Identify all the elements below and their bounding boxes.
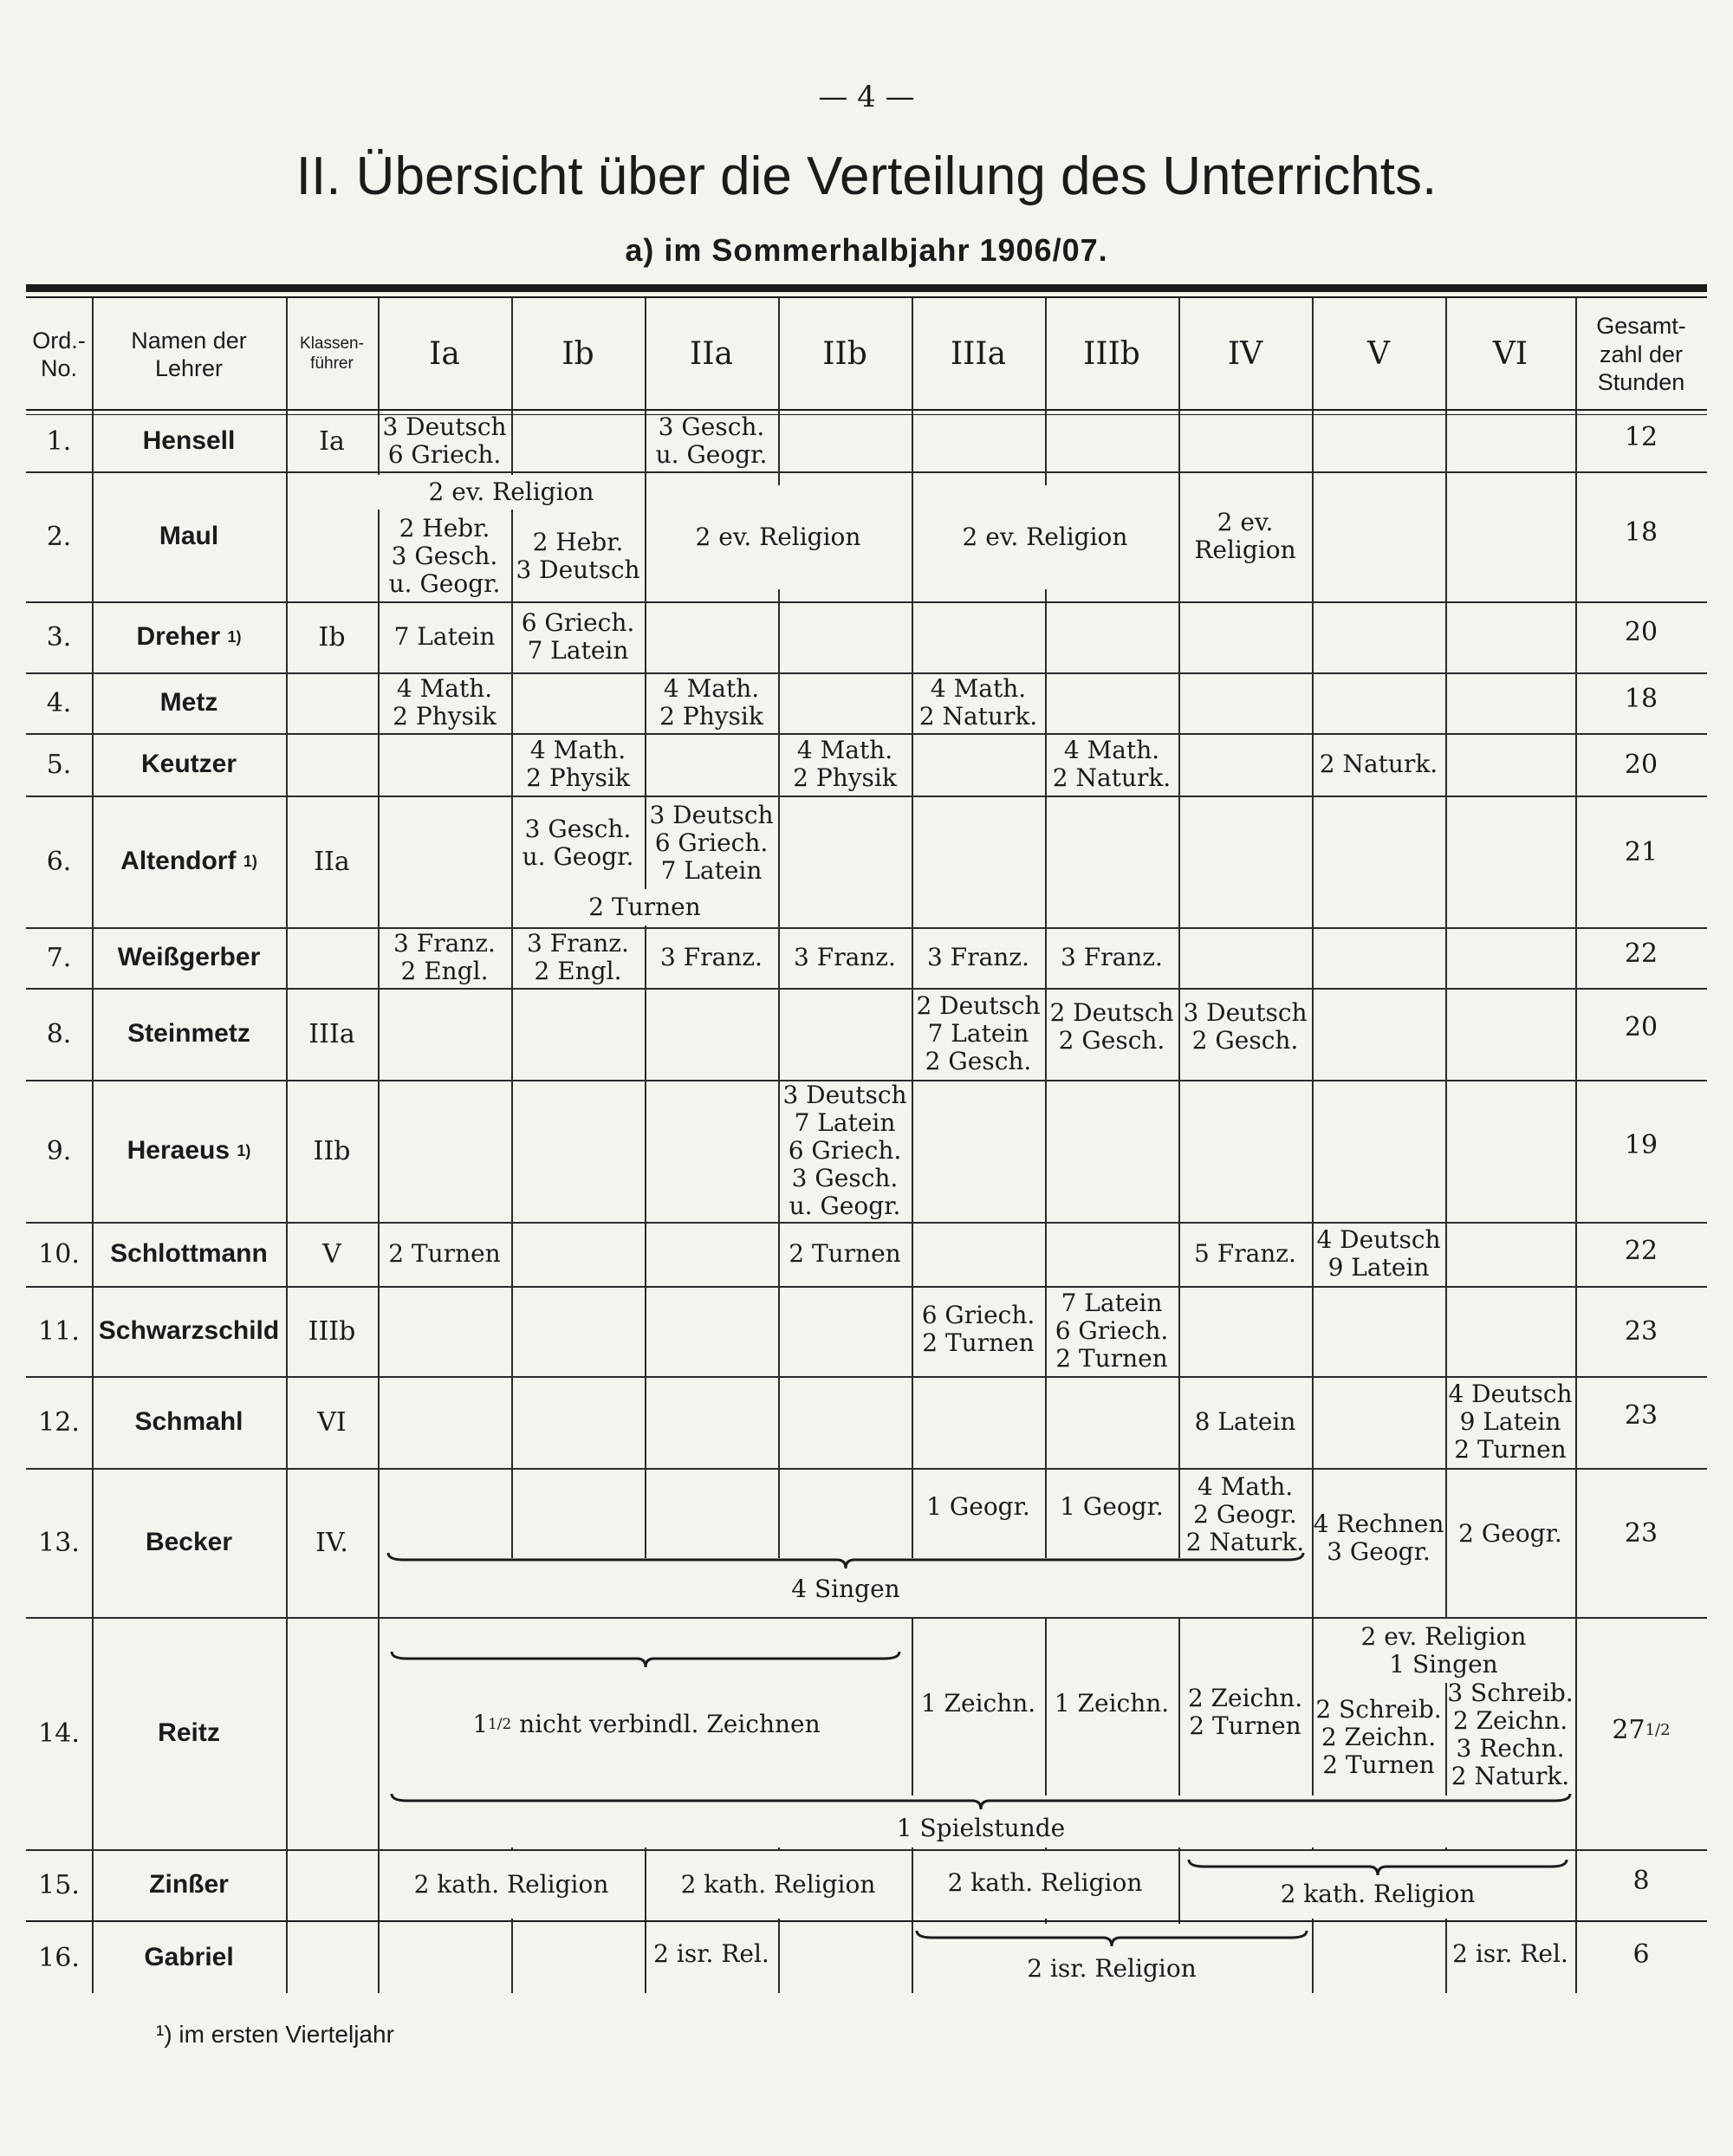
cell-iib-iiia: 2 kath. Religion [947,1867,1143,1897]
teacher-name: Reitz [158,1718,220,1747]
brace-ia-iv [386,1551,1305,1572]
brace-ia-iib [390,1650,901,1671]
cell-iiia: 1 Zeichn. [920,1688,1036,1718]
span-text: nicht verbindl. Zeichnen [519,1709,821,1738]
teacher-name: Hensell [142,426,236,455]
cell-vi: 4 Deutsch 9 Latein 2 Turnen [1448,1379,1573,1464]
cell-ia: 4 Math. 2 Physik [393,673,497,731]
total-fraction: 1/2 [1645,1720,1671,1739]
header-v: V [1367,336,1390,373]
header-total: Gesamt- zahl der Stunden [1596,313,1686,396]
klassenfuehrer: IIIb [308,1315,356,1347]
total-hours: 22 [1624,938,1658,969]
cell-span-ia-iib [386,1698,906,1750]
teacher-name-text: Dreher [136,622,221,651]
cell-ib: 6 Griech. 7 Latein [521,607,635,665]
row-number: 5. [46,749,72,780]
cell-iib: 3 Deutsch 7 Latein 6 Griech. 3 Gesch. u. Geogr. [782,1080,907,1221]
teacher-name: Weißgerber [117,943,261,971]
total-hours: 20 [1624,1011,1658,1042]
cell-iib: 4 Math. 2 Physik [793,735,897,792]
cell-ia: 7 Latein [393,621,496,651]
cell-iv: 3 Deutsch 2 Gesch. [1183,997,1308,1055]
total-hours: 12 [1624,421,1658,452]
row-number: 10. [38,1238,80,1270]
cell-iv: 2 Zeichn. 2 Turnen [1187,1683,1303,1740]
klassenfuehrer: IIa [314,846,350,877]
row-number: 13. [38,1527,80,1558]
cell-span-ia-iv: 4 Singen [791,1574,900,1603]
cell-v: 2 Naturk. [1319,749,1438,778]
cell-iiib: 7 Latein 6 Griech. 2 Turnen [1055,1288,1169,1373]
teacher-name: Gabriel [144,1943,234,1971]
teacher-name: Metz [159,688,218,717]
teacher-name: Schwarzschild [98,1316,280,1345]
teacher-name: Keutzer [140,750,237,778]
total-hours [1575,1617,1707,1842]
cell-ib: 4 Math. 2 Physik [526,735,630,792]
cell-iiib-vi: 2 kath. Religion [1280,1879,1476,1908]
cell-ib: 3 Franz. 2 Engl. [527,928,629,985]
footnote: ¹) im ersten Vierteljahr [156,2021,394,2048]
cell-vi: 3 Schreib. 2 Zeichn. 3 Rechn. 2 Naturk. [1447,1678,1574,1791]
row-number: 4. [46,687,72,718]
cell-iv: 4 Math. 2 Geogr. 2 Naturk. [1185,1471,1305,1557]
klassenfuehrer: VI [317,1406,347,1438]
cell-ib-iia-span: 2 Turnen [513,889,776,925]
total-hours: 18 [1624,516,1658,548]
teacher-name [92,796,286,927]
row-number: 6. [46,846,72,877]
teacher-name: Zinßer [149,1870,229,1899]
cell-ib-iia: 2 kath. Religion [680,1869,876,1899]
total-hours: 23 [1624,1399,1658,1431]
teacher-name: Schlottmann [110,1239,268,1268]
cell-span-ia-vi: 1 Spielstunde [896,1813,1066,1842]
brace-iiia-iv [915,1929,1308,1950]
cell-iiia: 2 Deutsch 7 Latein 2 Gesch. [916,990,1041,1076]
cell-ia: 3 Deutsch 6 Griech. [382,412,507,469]
klassenfuehrer: IIb [313,1135,351,1166]
cell-iv: 2 ev. Religion [1194,507,1296,564]
cell-v-vi-top: 2 ev. Religion 1 Singen [1360,1621,1527,1679]
footnote-ref: 1) [227,627,242,646]
cell-iiia: 6 Griech. 2 Turnen [921,1300,1035,1357]
klassenfuehrer: IV. [315,1527,348,1558]
total-hours: 6 [1632,1938,1650,1970]
row-number: 15. [38,1869,80,1900]
total-hours: 20 [1624,616,1658,647]
cell-v: 4 Deutsch 9 Latein [1316,1224,1441,1282]
cell-iia: 4 Math. 2 Physik [659,673,763,731]
total-integer: 27 [1612,1714,1645,1745]
cell-v: 2 Schreib. 2 Zeichn. 2 Turnen [1315,1694,1442,1780]
cell-iiia: 3 Franz. [927,942,1029,971]
cell-iia: 3 Deutsch 6 Griech. 7 Latein [649,800,774,886]
row-number: 16. [38,1942,80,1973]
page-title: II. Übersicht über die Verteilung des Unterrichts. [295,146,1438,206]
total-hours: 22 [1624,1235,1658,1266]
header-iiia: IIIa [950,336,1007,373]
row-number: 1. [46,425,72,457]
total-hours: 23 [1624,1315,1658,1347]
cell-ia: 2 Turnen [388,1238,501,1268]
cell-iv: 5 Franz. [1194,1238,1296,1268]
cell-vi: 2 isr. Rel. [1452,1938,1568,1968]
cell-iia: 3 Gesch. u. Geogr. [655,412,768,469]
header-iib: IIb [822,336,867,373]
cell-iiia-iiib: 2 ev. Religion [913,485,1177,589]
cell-ia: 2 Hebr. 3 Gesch. u. Geogr. [388,513,501,599]
row-number: 3. [46,621,72,653]
teacher-name: Becker [145,1528,233,1556]
cell-iiia-iv: 2 isr. Religion [1027,1953,1197,1983]
col-divider [1178,1849,1180,1920]
cell-ia-ib-span: 2 ev. Religion [378,475,645,510]
cell-iia-iib: 2 ev. Religion [646,485,910,589]
total-hours: 18 [1624,683,1658,714]
total-hours: 23 [1624,1517,1658,1549]
cell-vi: 2 Geogr. [1458,1518,1562,1548]
top-rule-thin [26,296,1707,298]
header-iiib: IIIb [1083,336,1140,373]
klassenfuehrer: Ib [318,621,346,653]
teacher-name: Schmahl [134,1407,243,1436]
cell-iv: 8 Latein [1194,1406,1296,1436]
top-rule-thick [26,284,1707,292]
header-ord: Ord.- No. [32,327,86,381]
klassenfuehrer: Ia [319,425,345,457]
teacher-name: Maul [159,522,219,550]
total-hours: 8 [1632,1865,1650,1896]
cell-iiib: 1 Zeichn. [1054,1688,1170,1718]
span-number: 1 [472,1709,489,1738]
cell-v: 4 Rechnen 3 Geogr. [1313,1509,1444,1566]
teacher-name [92,601,286,672]
header-iv: IV [1227,336,1263,373]
footnote-ref: 1) [243,852,257,870]
span-fraction: 1/2 [488,1715,512,1733]
cell-ib: 3 Gesch. u. Geogr. [522,814,634,871]
cell-iiib: 1 Geogr. [1060,1491,1164,1521]
cell-iib: 2 Turnen [789,1238,901,1268]
total-hours: 21 [1624,836,1658,867]
total-hours: 19 [1624,1129,1658,1160]
teacher-name-text: Heraeus [127,1136,230,1165]
header-name: Namen der Lehrer [131,327,247,381]
row-number: 8. [46,1018,72,1049]
cell-iiib: 4 Math. 2 Naturk. [1052,735,1172,792]
cell-iiib: 3 Franz. [1061,942,1163,971]
header-klassenfuehrer: Klassen- führer [300,334,364,373]
brace-ia-vi [390,1792,1572,1813]
header-ia: Ia [429,336,460,373]
cell-iiib: 2 Deutsch 2 Gesch. [1049,997,1174,1055]
teacher-name [92,1080,286,1222]
row-number: 2. [46,521,72,552]
row-number: 14. [38,1718,80,1749]
page-number: — 4 — [818,80,915,114]
cell-iia: 2 isr. Rel. [653,1938,769,1968]
teacher-name: Steinmetz [127,1019,250,1048]
klassenfuehrer: IIIa [308,1018,355,1049]
page-subtitle: a) im Sommerhalbjahr 1906/07. [625,232,1108,268]
footnote-ref: 1) [237,1141,251,1159]
row-number: 11. [38,1315,80,1347]
cell-ib: 2 Hebr. 3 Deutsch [516,527,640,584]
row-number: 7. [46,942,72,973]
row-number: 9. [46,1135,72,1166]
header-vi: VI [1492,336,1529,373]
header-ib: Ib [561,336,594,373]
cell-iia: 3 Franz. [660,942,763,971]
teacher-name-text: Altendorf [120,847,237,875]
header-iia: IIa [690,336,733,373]
cell-ia: 2 kath. Religion [413,1869,609,1899]
total-hours: 20 [1624,749,1658,780]
cell-iiia: 4 Math. 2 Naturk. [918,673,1038,731]
cell-iiia: 1 Geogr. [926,1491,1030,1521]
row-number: 12. [38,1406,80,1438]
cell-ia: 3 Franz. 2 Engl. [393,928,496,985]
klassenfuehrer: V [322,1238,341,1270]
cell-iib: 3 Franz. [794,942,896,971]
